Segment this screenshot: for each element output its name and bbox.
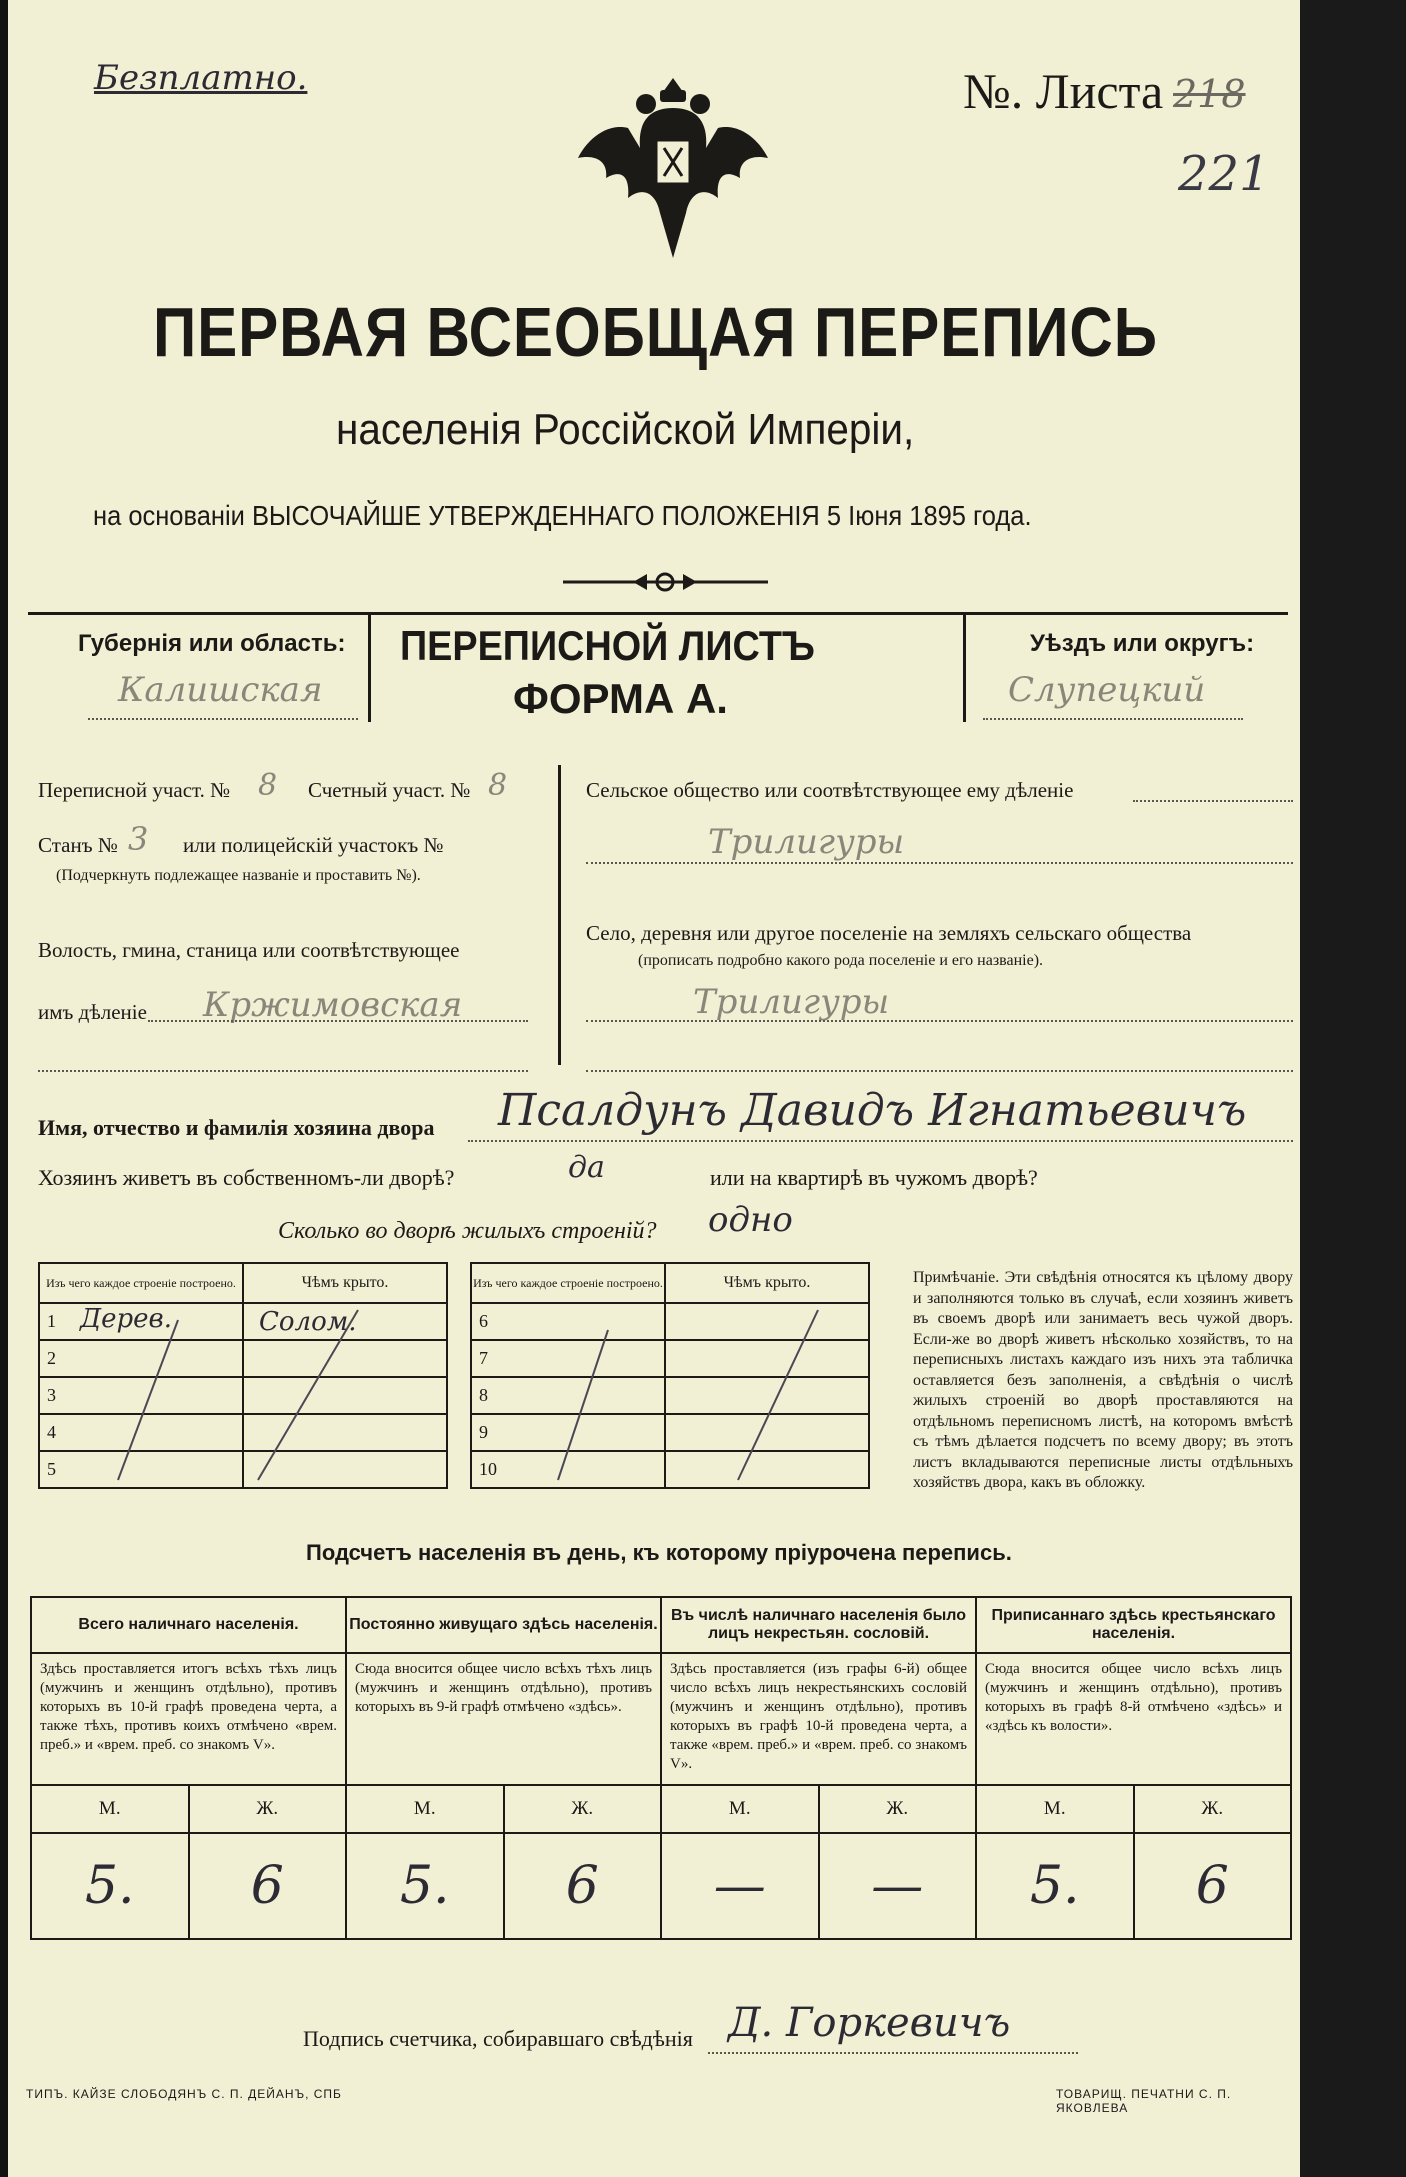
police-label: или полицейскій участокъ № xyxy=(183,833,444,857)
gubernia-label: Губернія или область: xyxy=(78,630,346,657)
buildings-label: Сколько во дворѣ жилыхъ строеній? xyxy=(278,1218,657,1244)
male-count: 5. xyxy=(346,1833,504,1939)
row-number: 10 xyxy=(479,1459,497,1479)
row-number: 7 xyxy=(479,1348,488,1368)
count-col-desc: Здѣсь проставляется итогъ всѣхъ тѣхъ лицъ (мужчинъ и женщинъ отдѣльно), противъ которыхъ въ 10-й графѣ проведена черта, а также тѣхъ, противъ коихъ отмѣчено «врем. преб.» и «врем. преб. со знакомъ V». xyxy=(31,1653,346,1785)
count-col-desc: Сюда вносится общее число всѣхъ тѣхъ лицъ (мужчинъ и женщинъ отдѣльно), противъ которыхъ въ 9-й графѣ отмѣчено «здѣсь». xyxy=(346,1653,661,1785)
row-number: 2 xyxy=(47,1348,56,1368)
society-label: Сельское общество или соотвѣтствующее ему дѣленіе xyxy=(586,778,1074,802)
village-note: (прописать подробно какого рода поселеніе и его названіе). xyxy=(638,952,1044,969)
stan-note: (Подчеркнуть подлежащее названіе и проставить №). xyxy=(56,867,421,884)
society-value: Трилигуры xyxy=(708,822,905,862)
female-label: Ж. xyxy=(1134,1785,1292,1833)
village-value: Трилигуры xyxy=(693,982,890,1022)
signature-label: Подпись счетчика, собиравшаго свѣдѣнія xyxy=(303,2026,693,2051)
row1-material: Дерев. xyxy=(80,1304,172,1334)
strike-marks xyxy=(38,1300,868,1490)
col-material: Изъ чего каждое строеніе построено. xyxy=(39,1263,243,1303)
double-headed-eagle-emblem xyxy=(568,68,778,268)
census-section-label: Переписной участ. № xyxy=(38,778,231,802)
uezd-value: Слупецкий xyxy=(1008,670,1206,710)
volost-value: Кржимовская xyxy=(203,985,463,1025)
row-number: 8 xyxy=(479,1385,488,1405)
stan-label: Станъ № xyxy=(38,833,118,857)
volost-label: Волость, гмина, станица или соотвѣтствующее xyxy=(38,938,460,962)
row-number: 6 xyxy=(479,1311,488,1331)
male-label: М. xyxy=(976,1785,1134,1833)
row-number: 4 xyxy=(47,1422,56,1442)
owner-value: Псалдунъ Давидъ Игнатьевичъ xyxy=(498,1085,1247,1136)
male-count: 5. xyxy=(31,1833,189,1939)
census-form-sheet xyxy=(8,0,1300,2177)
population-count-table xyxy=(30,1596,1292,1940)
count-col-desc: Сюда вносится общее число всѣхъ лицъ (мужчинъ и женщинъ отдѣльно), противъ которыхъ въ графѣ 8-й отмѣчено «здѣсь» и «здѣсь къ волости». xyxy=(976,1653,1291,1785)
buildings-value: одно xyxy=(708,1200,793,1240)
col-material: Изъ чего каждое строеніе построено. xyxy=(471,1263,665,1303)
male-label: М. xyxy=(661,1785,819,1833)
stan-value: 3 xyxy=(128,820,149,858)
count-col-title: Въ числѣ наличнаго населенія было лицъ некрестьян. сословій. xyxy=(661,1597,976,1653)
count-col-title: Приписаннаго здѣсь крестьянскаго населенія. xyxy=(976,1597,1291,1653)
male-label: М. xyxy=(346,1785,504,1833)
dark-background-strip xyxy=(1300,0,1406,2177)
female-count: 6 xyxy=(1134,1833,1292,1939)
census-section-value: 8 xyxy=(258,768,278,803)
row-number: 1 xyxy=(47,1311,56,1331)
uezd-label: Уѣздъ или округъ: xyxy=(1030,630,1255,657)
owner-label: Имя, отчество и фамилія хозяина двора xyxy=(38,1115,435,1140)
female-count: — xyxy=(819,1833,977,1939)
female-label: Ж. xyxy=(819,1785,977,1833)
row-number: 5 xyxy=(47,1459,56,1479)
free-label: Безплатно. xyxy=(94,58,308,98)
lives-own-value: да xyxy=(568,1150,605,1185)
subtitle: населенія Россійской Имперіи, xyxy=(336,405,915,454)
village-label: Село, деревня или другое поселеніе на земляхъ сельскаго общества xyxy=(586,921,1192,945)
count-heading: Подсчетъ населенія въ день, къ которому пріурочена перепись. xyxy=(306,1540,1012,1565)
female-count: 6 xyxy=(504,1833,662,1939)
note-text: Примѣчаніе. Эти свѣдѣнія относятся къ цѣлому двору и заполняются только въ случаѣ, если хозяинъ живетъ въ своемъ дворѣ или занимаетъ весь чужой дворъ. Если-же во дворѣ живетъ нѣсколько хозяйствъ, то на переписныхъ листахъ каждаго изъ нихъ эта табличка оставляется безъ заполненія, а свѣдѣнія о числѣ жилыхъ строеній во дворѣ проставляются на отдѣльномъ переписномъ листѣ, на которомъ вмѣстѣ съ тѣмъ дѣлается подсчетъ по всему двору; въ этотъ листъ вкладываются переписные листы отдѣльныхъ хозяйствъ двора, какъ въ обложку. xyxy=(913,1269,1293,1491)
ornament-divider xyxy=(563,570,768,594)
lives-own-label: Хозяинъ живетъ въ собственномъ-ли дворѣ? xyxy=(38,1165,455,1190)
signature-value: Д. Горкевичъ xyxy=(728,2000,1011,2046)
female-count: 6 xyxy=(189,1833,347,1939)
footer-right: ТОВАРИЩ. ПЕЧАТНИ С. П. ЯКОВЛЕВА xyxy=(1056,2087,1232,2115)
count-section-value: 8 xyxy=(488,768,508,803)
male-count: 5. xyxy=(976,1833,1134,1939)
female-label: Ж. xyxy=(189,1785,347,1833)
form-title: ПЕРЕПИСНОЙ ЛИСТЪ xyxy=(400,622,815,669)
volost-label-2: имъ дѣленіе xyxy=(38,1000,147,1024)
row-number: 3 xyxy=(47,1385,56,1405)
form-subtitle: ФОРМА А. xyxy=(513,675,728,722)
male-count: — xyxy=(661,1833,819,1939)
count-col-title: Постоянно живущаго здѣсь населенія. xyxy=(346,1597,661,1653)
row1-roof: Солом. xyxy=(259,1306,357,1337)
col-roof: Чѣмъ крыто. xyxy=(665,1263,869,1303)
main-title: ПЕРВАЯ ВСЕОБЩАЯ ПЕРЕПИСЬ xyxy=(153,293,1158,371)
footer-left: ТИПЪ. КАЙЗЕ СЛОБОДЯНЪ С. П. ДЕЙАНЪ, СПБ xyxy=(26,2087,342,2101)
male-label: М. xyxy=(31,1785,189,1833)
count-col-desc: Здѣсь проставляется (изъ графы 6-й) общее число всѣхъ лицъ некрестьянскихъ сословій (мужчинъ и женщинъ отдѣльно), противъ которыхъ въ графѣ 10-й проведена черта, а также «врем. преб.» и «врем. преб. со знакомъ V». xyxy=(661,1653,976,1785)
count-col-title: Всего наличнаго населенія. xyxy=(31,1597,346,1653)
female-label: Ж. xyxy=(504,1785,662,1833)
gubernia-value: Калишская xyxy=(118,670,323,710)
count-section-label: Счетный участ. № xyxy=(308,778,471,802)
legal-basis: на основаніи ВЫСОЧАЙШЕ УТВЕРЖДЕННАГО ПОЛОЖЕНІЯ 5 Іюня 1895 года. xyxy=(93,500,1032,531)
row-number: 9 xyxy=(479,1422,488,1442)
sheet-number-handwritten: 221 xyxy=(1178,146,1270,202)
col-roof: Чѣмъ крыто. xyxy=(243,1263,447,1303)
lives-rent-label: или на квартирѣ въ чужомъ дворѣ? xyxy=(710,1165,1038,1190)
sheet-number-label: №. Листа xyxy=(963,63,1164,119)
sheet-number-printed: 218 xyxy=(1173,72,1246,116)
